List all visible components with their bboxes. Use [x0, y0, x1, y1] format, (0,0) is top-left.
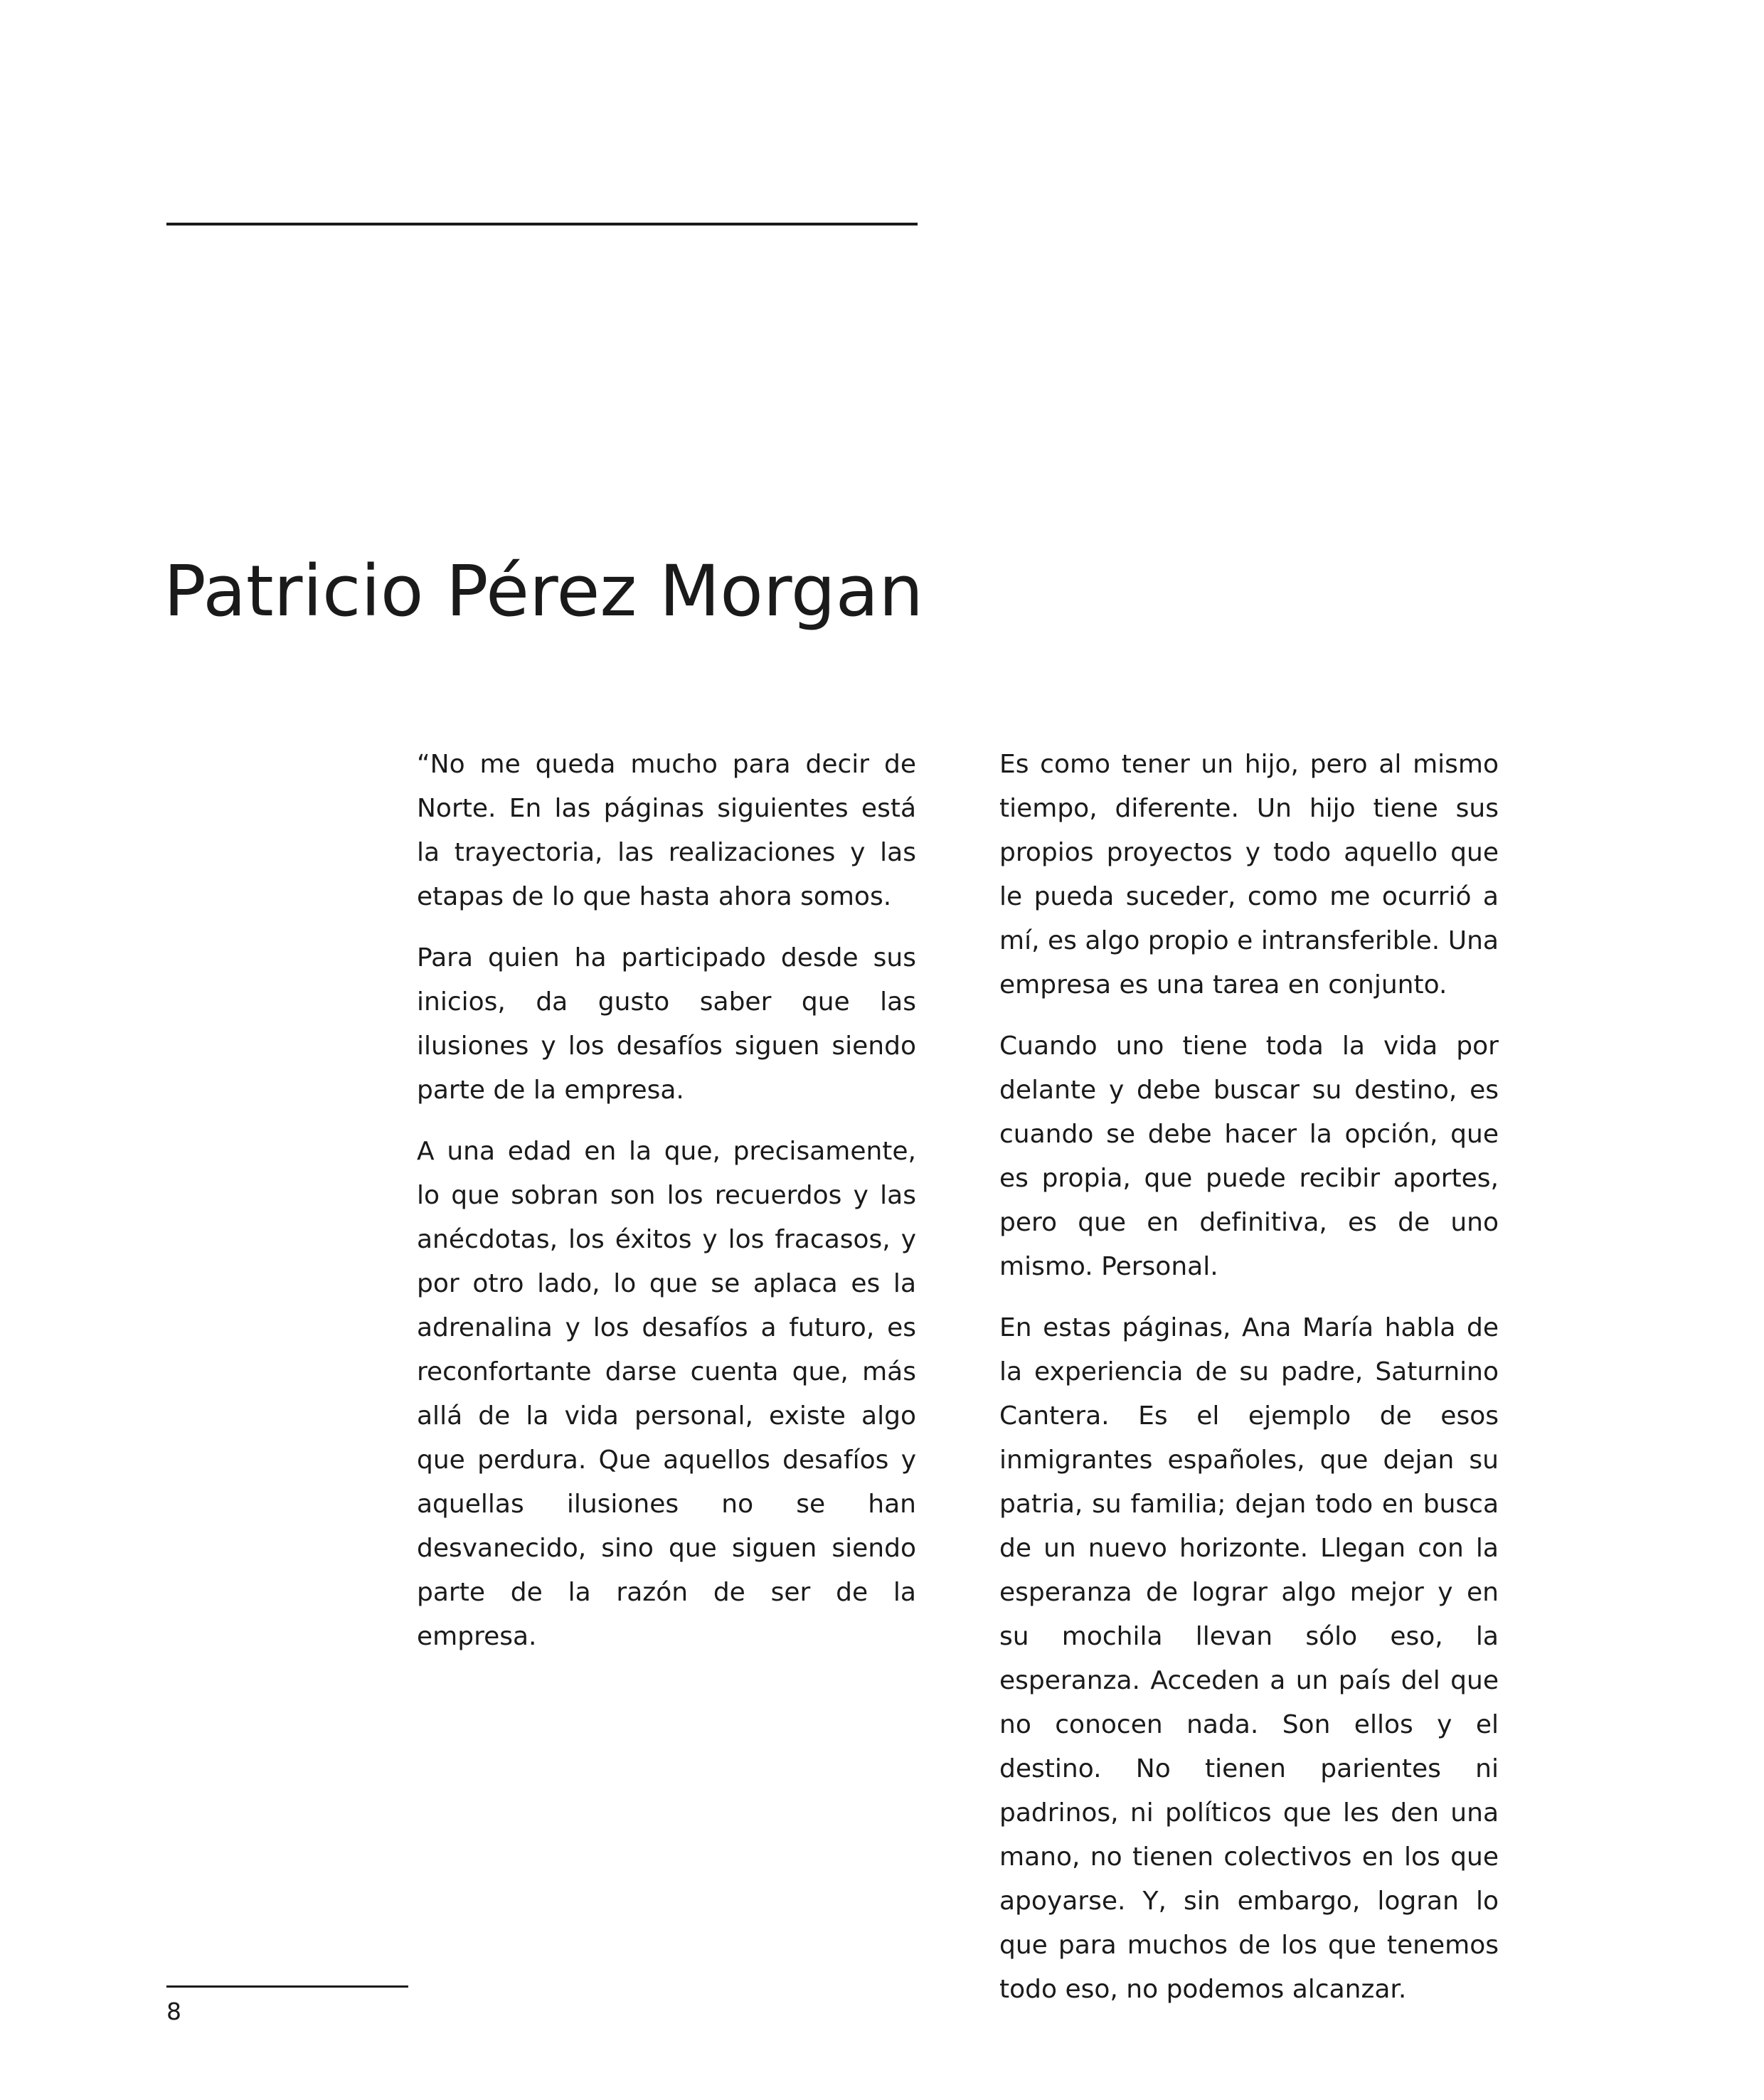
footer-rule: [166, 1985, 408, 1988]
text-column-right: [999, 743, 1499, 2029]
text-column-left: [417, 743, 916, 1676]
page-number: 8: [166, 1998, 181, 2025]
paragraph: En estas páginas, Ana María habla de la experiencia de su padre, Saturnino Cantera. Es el ejemplo de esos inmigrantes españoles, que dejan su patria, su familia; dejan todo en busca de un nuevo horizonte. Llegan con la esperanza de lograr algo mejor y en su mochila llevan sólo eso, la esperanza. Acceden a un país del que no conocen nada. Son ellos y el destino. No tienen parientes ni padrinos, ni políticos que les den una mano, no tienen colectivos en los que apoyarse. Y, sin embargo, logran lo que para muchos de los que tenemos todo eso, no podemos alcanzar.: [999, 1313, 1499, 2004]
paragraph: Para quien ha participado desde sus inicios, da gusto saber que las ilusiones y los desafíos siguen siendo parte de la empresa.: [417, 943, 916, 1105]
paragraph: Cuando uno tiene toda la vida por delante y debe buscar su destino, es cuando se debe hacer la opción, que es propia, que puede recibir aportes, pero que en definitiva, es de uno mismo. Personal.: [999, 1032, 1499, 1281]
paragraph: “No me queda mucho para decir de Norte. En las páginas siguientes está la trayectoria, las realizaciones y las etapas de lo que hasta ahora somos.: [417, 750, 916, 911]
top-rule: [166, 223, 918, 226]
page-title: Patricio Pérez Morgan: [164, 551, 924, 632]
paragraph: Es como tener un hijo, pero al mismo tiempo, diferente. Un hijo tiene sus propios proyectos y todo aquello que le pueda suceder, como me ocurrió a mí, es algo propio e intransferible. Una empresa es una tarea en conjunto.: [999, 750, 1499, 999]
paragraph: A una edad en la que, precisamente, lo que sobran son los recuerdos y las anécdotas, los éxitos y los fracasos, y por otro lado, lo que se aplaca es la adrenalina y los desafíos a futuro, es reconfortante darse cuenta que, más allá de la vida personal, existe algo que perdura. Que aquellos desafíos y aquellas ilusiones no se han desvanecido, sino que siguen siendo parte de la razón de ser de la empresa.: [417, 1137, 916, 1651]
